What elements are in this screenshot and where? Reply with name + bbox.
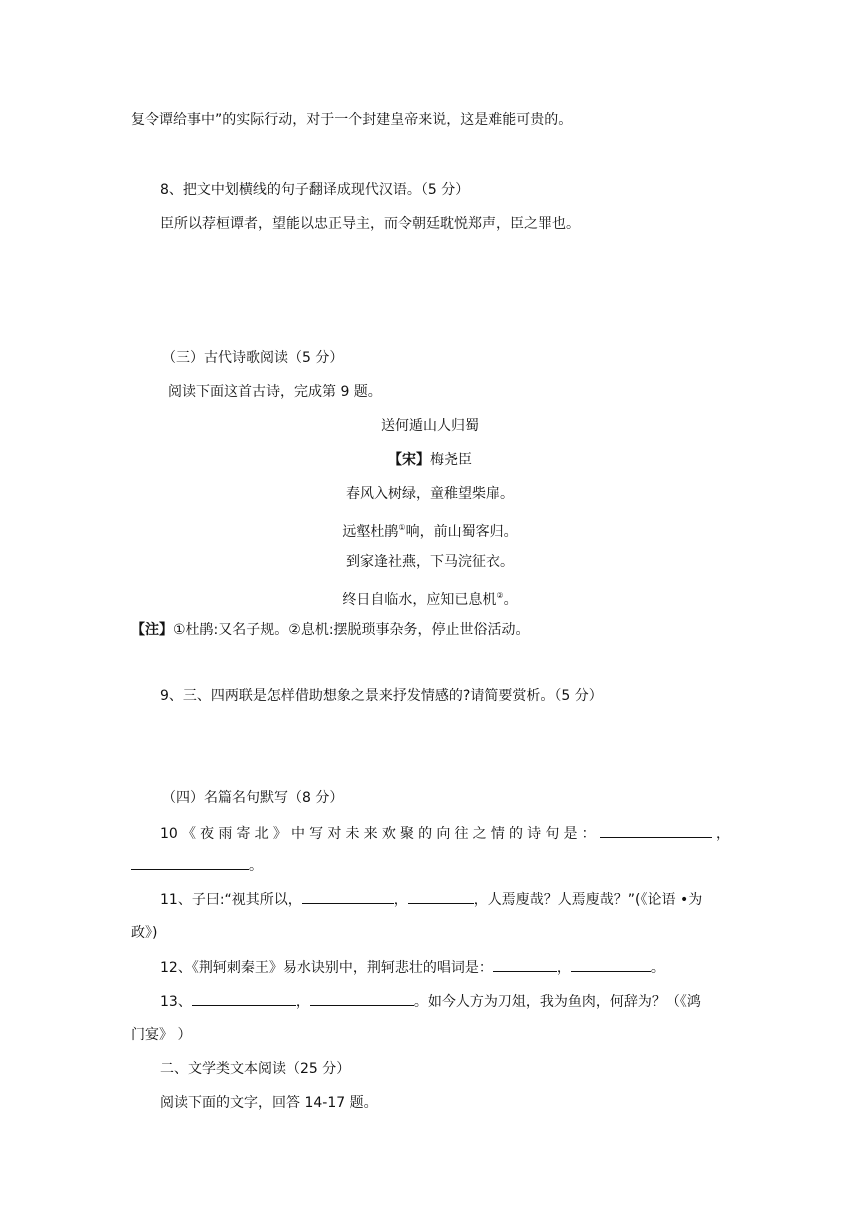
poem-line-4-part: 。 [503, 592, 518, 608]
punctuation: ， [556, 960, 571, 976]
poem-line-1: 春风入树绿，童稚望柴扉。 [346, 486, 514, 502]
question-11 [160, 889, 702, 910]
poem-note [131, 620, 530, 640]
punctuation: ， [393, 892, 408, 908]
poem-line-2-part: 远壑杜鹃 [342, 524, 399, 540]
answer-blank[interactable] [600, 823, 712, 838]
question-13-text: 13、 [160, 994, 192, 1010]
question-13 [160, 991, 701, 1012]
question-9: 9、三、四两联是怎样借助想象之景来抒发情感的?请简要赏析。（5 分） [160, 688, 603, 704]
question-10-text: 10《夜雨寄北》中写对未来欢聚的向往之情的诗句是： [160, 826, 600, 842]
question-8-sentence: 臣所以荐桓谭者，望能以忠正导主，而令朝廷耽悦郑声，臣之罪也。 [160, 216, 580, 232]
punctuation: 。 [650, 960, 665, 976]
question-12-text: 12、《荆轲刺秦王》易水诀别中，荆轲悲壮的唱词是： [160, 960, 493, 976]
answer-blank[interactable] [131, 855, 249, 870]
footnote-marker: ② [496, 591, 504, 600]
answer-blank[interactable] [192, 991, 296, 1006]
answer-blank[interactable] [310, 991, 414, 1006]
answer-blank[interactable] [408, 889, 474, 904]
poem-line-2-part: 响，前山蜀客归。 [405, 524, 518, 540]
poem-line-3: 到家逢社燕，下马浣征衣。 [346, 554, 514, 570]
question-11-continued: 政》) [131, 925, 158, 941]
note-text: ①杜鹃:又名子规。②息机:摆脱琐事杂务，停止世俗活动。 [173, 622, 530, 638]
text-line: 复令谭给事中”的实际行动，对于一个封建皇帝来说，这是难能可贵的。 [131, 112, 573, 128]
question-8: 8、把文中划横线的句子翻译成现代汉语。（5 分） [160, 182, 470, 198]
question-11-text: ，人焉廋哉？人焉廋哉？”(《论语 •为 [473, 892, 703, 908]
question-10-continued [131, 855, 263, 876]
literature-instructions: 阅读下面的文字，回答 14-17 题。 [160, 1095, 378, 1111]
poem-line-4 [0, 586, 860, 610]
punctuation: 。 [249, 858, 263, 874]
punctuation: ， [711, 826, 730, 842]
section-heading-poetry: （三）古代诗歌阅读（5 分） [162, 350, 344, 366]
question-10 [160, 823, 730, 844]
punctuation: ， [295, 994, 310, 1010]
note-label: 【注】 [131, 622, 173, 638]
answer-blank[interactable] [493, 957, 557, 972]
poem-author [0, 450, 860, 470]
section-heading-dictation: （四）名篇名句默写（8 分） [162, 790, 344, 806]
footnote-marker: ① [398, 523, 406, 532]
poem-title: 送何遁山人归蜀 [381, 418, 479, 434]
question-13-text: 。如今人方为刀俎，我为鱼肉，何辞为？（《鸿 [413, 994, 701, 1010]
poem-dynasty: 【宋】 [388, 452, 430, 468]
question-13-continued: 门宴》 ） [131, 1027, 192, 1043]
poetry-instructions: 阅读下面这首古诗，完成第 9 题。 [168, 384, 382, 400]
poem-author-name: 梅尧臣 [430, 452, 472, 468]
poem-line-4-part: 终日自临水，应知已息机 [342, 592, 497, 608]
section-heading-literature: 二、文学类文本阅读（25 分） [160, 1061, 351, 1077]
poem-line-2 [0, 518, 860, 542]
answer-blank[interactable] [302, 889, 394, 904]
answer-blank[interactable] [571, 957, 651, 972]
question-11-text: 11、子曰:“视其所以， [160, 892, 302, 908]
question-12 [160, 957, 665, 978]
